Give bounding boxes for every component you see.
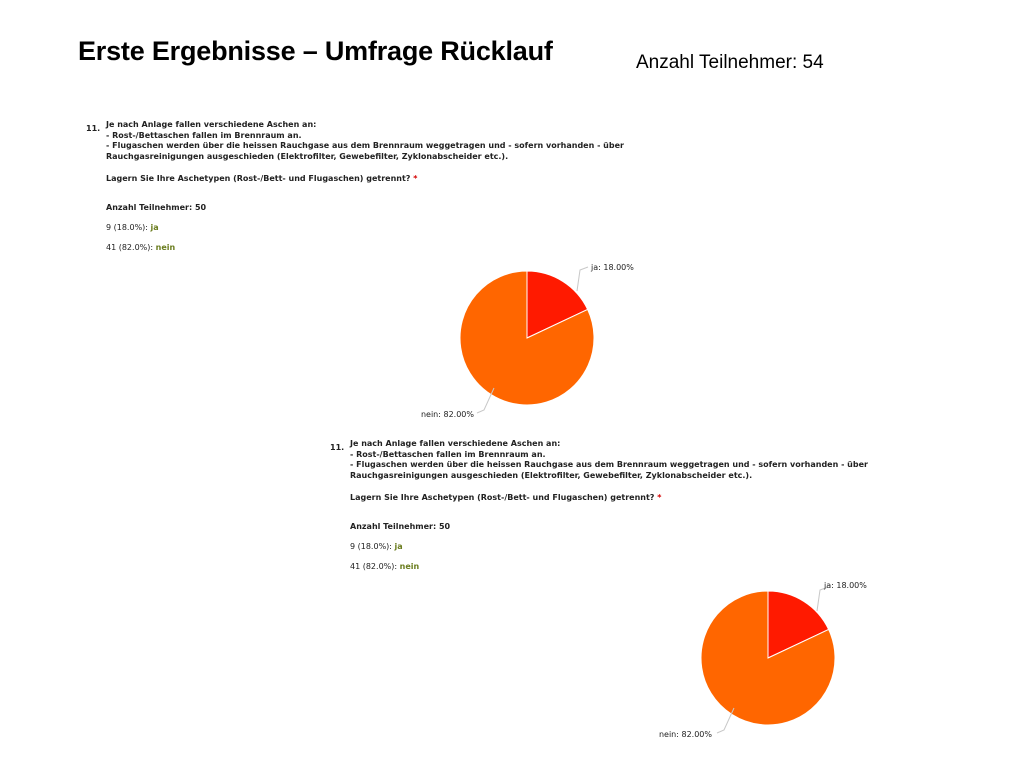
answer-label: ja <box>394 542 403 551</box>
survey-question-block-1 <box>86 120 646 254</box>
question-number: 11. <box>330 443 345 452</box>
leader-line-ja <box>577 267 588 291</box>
question-label: Lagern Sie Ihre Aschetypen (Rost-/Bett- und Flugaschen) getrennt? <box>350 493 655 502</box>
pie-label-nein: nein: 82.00% <box>658 730 712 739</box>
required-mark: * <box>657 493 662 502</box>
answer-label: ja <box>150 223 159 232</box>
answer-count: 41 (82.0%): <box>106 243 154 252</box>
answer-row <box>106 223 159 232</box>
question-text <box>350 493 661 502</box>
question-number: 11. <box>86 124 101 133</box>
survey-question-block-2 <box>330 439 890 573</box>
slide-title: Erste Ergebnisse – Umfrage Rücklauf <box>78 36 553 66</box>
answer-label: nein <box>155 243 176 252</box>
answer-count: 41 (82.0%): <box>350 562 398 571</box>
question-text <box>106 174 417 183</box>
pie-label-ja: ja: 18.00% <box>591 263 634 272</box>
respondent-count: Anzahl Teilnehmer: 50 <box>106 203 207 212</box>
answer-row <box>350 562 419 571</box>
intro-line: Rauchgasreinigungen ausgeschieden (Elektrofilter, Gewebefilter, Zyklonabscheider etc.). <box>350 470 753 480</box>
answer-row <box>350 542 403 551</box>
intro-line: Je nach Anlage fallen verschiedene Aschen an: <box>350 439 561 448</box>
pie-chart-2 <box>620 570 920 750</box>
respondent-count: Anzahl Teilnehmer: 50 <box>350 522 451 531</box>
required-mark: * <box>413 174 418 183</box>
pie-label-nein: nein: 82.00% <box>420 410 474 419</box>
intro-line: - Flugaschen werden über die heissen Rauchgase aus dem Brennraum weggetragen und - sofern vorhanden - über <box>106 141 624 150</box>
answer-count: 9 (18.0%): <box>350 542 392 551</box>
intro-line: - Rost-/Bettaschen fallen im Brennraum an. <box>106 130 302 140</box>
participants-count: Anzahl Teilnehmer: 54 <box>636 52 824 73</box>
intro-line: - Flugaschen werden über die heissen Rauchgase aus dem Brennraum weggetragen und - sofern vorhanden - über <box>350 460 868 469</box>
pie-label-ja: ja: 18.00% <box>824 581 867 590</box>
intro-line: Rauchgasreinigungen ausgeschieden (Elektrofilter, Gewebefilter, Zyklonabscheider etc.). <box>106 151 509 161</box>
answer-label: nein <box>399 562 420 571</box>
question-intro <box>350 439 868 481</box>
intro-line: Je nach Anlage fallen verschiedene Aschen an: <box>106 120 317 129</box>
answer-count: 9 (18.0%): <box>106 223 148 232</box>
question-intro <box>106 120 624 162</box>
pie-slices <box>460 271 594 405</box>
pie-chart-1 <box>380 250 680 425</box>
leader-line-ja <box>817 587 828 611</box>
intro-line: - Rost-/Bettaschen fallen im Brennraum an. <box>350 449 546 459</box>
question-label: Lagern Sie Ihre Aschetypen (Rost-/Bett- und Flugaschen) getrennt? <box>106 174 411 183</box>
pie-slices <box>701 591 835 725</box>
answer-row <box>106 243 175 252</box>
